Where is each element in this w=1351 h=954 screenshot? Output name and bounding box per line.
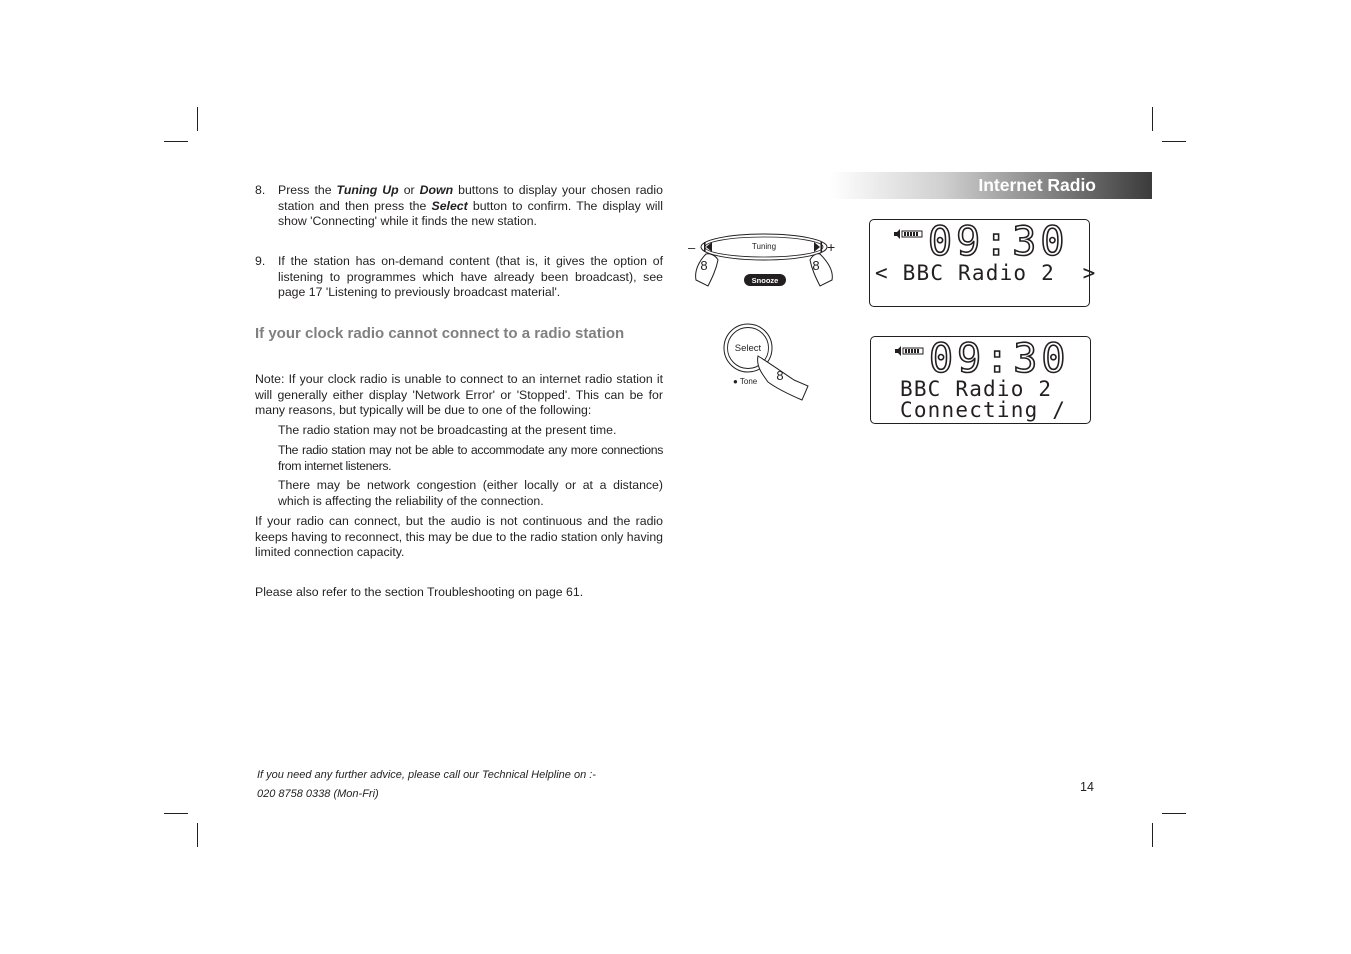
crop-mark: [1162, 813, 1186, 814]
step-number: 8.: [255, 183, 266, 197]
step-text: If the station has on-demand content (that is, it gives the option of listening to programmes which have already been broadcast), see page 17 'Listening to previously broadcast material'.: [278, 254, 663, 300]
reason-item: There may be network congestion (either locally or at a distance) which is affecting the reliability of the connection.: [278, 478, 663, 508]
crop-mark: [164, 813, 188, 814]
reason-item: The radio station may not be broadcasting at the present time.: [278, 423, 617, 437]
troubleshooting-reference: Please also refer to the section Troubleshooting on page 61.: [255, 585, 584, 599]
finger-right-icon: [810, 254, 832, 286]
step-8: [255, 183, 663, 230]
reason-item: The radio station may not be able to accommodate any more connections from internet listeners.: [278, 443, 663, 473]
step-text: Press the Tuning Up or Down buttons to display your chosen radio station and then press the Select button to confirm. The display will show 'Connecting' while it finds the new station.: [278, 183, 663, 229]
clock-time: 09:30: [929, 336, 1070, 382]
lcd-display-tuning: [869, 219, 1097, 307]
pressing-finger-icon: [758, 356, 808, 400]
crop-mark: [1162, 141, 1186, 142]
section-header-bar: [830, 172, 1152, 199]
svg-text:8: 8: [700, 258, 708, 273]
lcd-display-connecting: [870, 336, 1091, 424]
finger-left-icon: [696, 254, 718, 286]
minus-sign: –: [688, 240, 696, 255]
station-name: BBC Radio 2: [900, 377, 1053, 401]
volume-icon: [894, 229, 924, 239]
crop-mark: [197, 107, 198, 131]
crop-mark: [1152, 107, 1153, 131]
plus-sign: +: [827, 239, 836, 255]
subheading: If your clock radio cannot connect to a radio station: [255, 325, 625, 342]
helpline-text: If you need any further advice, please call our Technical Helpline on :-: [257, 769, 596, 781]
clock-time: 09:30: [928, 219, 1069, 265]
continuity-paragraph: If your radio can connect, but the audio is not continuous and the radio keeps having to reconnect, this may be due to the radio station only having limited connection capacity.: [255, 514, 663, 560]
step-9: [255, 254, 663, 301]
volume-icon: [895, 346, 925, 356]
svg-text:8: 8: [776, 368, 784, 383]
tuning-label: Tuning: [751, 242, 777, 251]
tone-label: ● Tone: [733, 377, 758, 386]
crop-mark: [1152, 823, 1153, 847]
tuning-buttons-illustration: [686, 228, 842, 292]
page-number: 14: [1080, 780, 1094, 794]
select-label: Select: [734, 343, 762, 354]
crop-mark: [164, 141, 188, 142]
status-text: Connecting /: [900, 398, 1067, 422]
step-number: 9.: [255, 254, 266, 268]
select-button-illustration: [722, 322, 814, 404]
section-title: Internet Radio: [978, 175, 1096, 195]
station-name: < BBC Radio 2 >: [875, 261, 1097, 285]
note-paragraph: Note: If your clock radio is unable to connect to an internet radio station it will generally either display 'Network Error' or 'Stopped'. This can be for many reasons, but typically will be due to one of the following:: [255, 372, 663, 418]
snooze-label: Snooze: [751, 276, 779, 285]
helpline-number: 020 8758 0338 (Mon-Fri): [257, 788, 379, 800]
svg-text:8: 8: [812, 258, 820, 273]
crop-mark: [197, 823, 198, 847]
